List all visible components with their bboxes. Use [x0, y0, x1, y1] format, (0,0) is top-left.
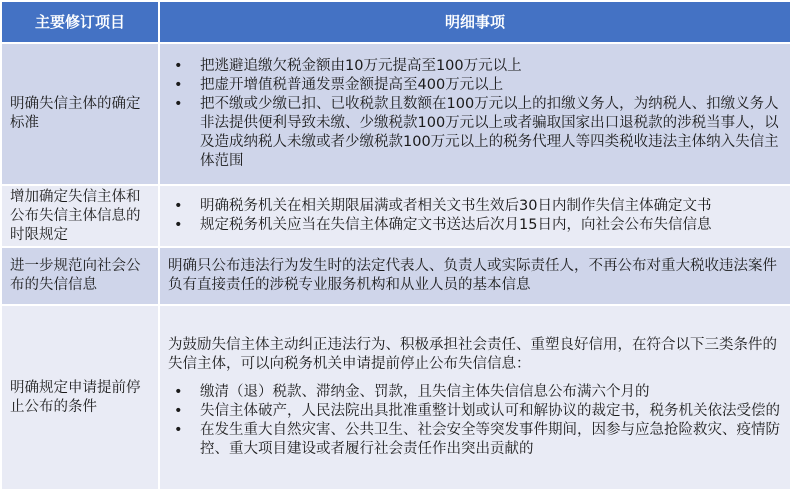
list-item — [168, 95, 780, 171]
list-item-text: 失信主体破产，人民法院出具批准重整计划或认可和解协议的裁定书，税务机关依法受偿的 — [200, 403, 780, 419]
list-item — [168, 197, 780, 216]
list-item — [168, 383, 780, 402]
row-detail — [160, 306, 790, 489]
bullet-icon: • — [174, 422, 183, 438]
row-label-text: 增加确定失信主体和公布失信主体信息的时限规定 — [10, 188, 141, 243]
bullet-icon: • — [174, 403, 183, 419]
row-label — [2, 306, 158, 489]
bullet-icon: • — [174, 58, 183, 74]
list-item — [168, 216, 780, 235]
header-details: 明细事项 — [160, 2, 790, 42]
row-label-text: 明确失信主体的确定标准 — [10, 96, 141, 131]
list-item — [168, 57, 780, 76]
bullet-icon: • — [174, 77, 183, 93]
list-item-text: 缴清（退）税款、滞纳金、罚款，且失信主体失信信息公布满六个月的 — [200, 384, 650, 400]
bullet-list — [168, 57, 780, 171]
list-item — [168, 402, 780, 421]
header-main-items: 主要修订项目 — [2, 2, 158, 42]
row-detail — [160, 186, 790, 246]
list-item-text: 明确税务机关在相关期限届满或者相关文书生效后30日内制作失信主体确定文书 — [200, 198, 712, 214]
row-label — [2, 248, 158, 304]
bullet-icon: • — [174, 198, 183, 214]
list-item — [168, 421, 780, 459]
detail-text: 明确只公布违法行为发生时的法定代表人、负责人或实际责任人，不再公布对重大税收违法案件负有直接责任的涉税专业服务机构和从业人员的基本信息 — [168, 258, 777, 293]
list-item-text: 在发生重大自然灾害、公共卫生、社会安全等突发事件期间，因参与应急抢险救灾、疫情防控、重大项目建设或者履行社会责任作出突出贡献的 — [200, 422, 780, 457]
bullet-list — [168, 197, 780, 235]
bullet-icon: • — [174, 217, 183, 233]
bullet-icon: • — [174, 96, 183, 112]
row-label — [2, 44, 158, 184]
detail-intro-text: 为鼓励失信主体主动纠正违法行为、积极承担社会责任、重塑良好信用，在符合以下三类条件的失信主体，可以向税务机关申请提前停止公布失信信息： — [168, 337, 777, 372]
list-item — [168, 76, 780, 95]
row-label-text: 明确规定申请提前停止公布的条件 — [10, 379, 141, 415]
bullet-icon: • — [174, 384, 183, 400]
list-item-text: 规定税务机关应当在失信主体确定文书送达后次月15日内，向社会公布失信信息 — [200, 217, 712, 233]
list-item-text: 把虚开增值税普通发票金额提高至400万元以上 — [200, 77, 504, 93]
list-item-text: 把逃避追缴欠税金额由10万元提高至100万元以上 — [200, 58, 522, 74]
row-label-text: 进一步规范向社会公布的失信信息 — [10, 258, 141, 293]
row-detail — [160, 44, 790, 184]
row-detail — [160, 248, 790, 304]
revision-table — [2, 2, 788, 481]
row-label — [2, 186, 158, 246]
list-item-text: 把不缴或少缴已扣、已收税款且数额在100万元以上的扣缴义务人，为纳税人、扣缴义务人非法提供便利导致未缴、少缴税款100万元以上或者骗取国家出口退税款的涉税当事人，以及造成纳税人未缴或者少缴税款100万元以上的税务代理人等四类税收违法主体纳入失信主体范围 — [200, 96, 779, 169]
bullet-list — [168, 383, 780, 459]
